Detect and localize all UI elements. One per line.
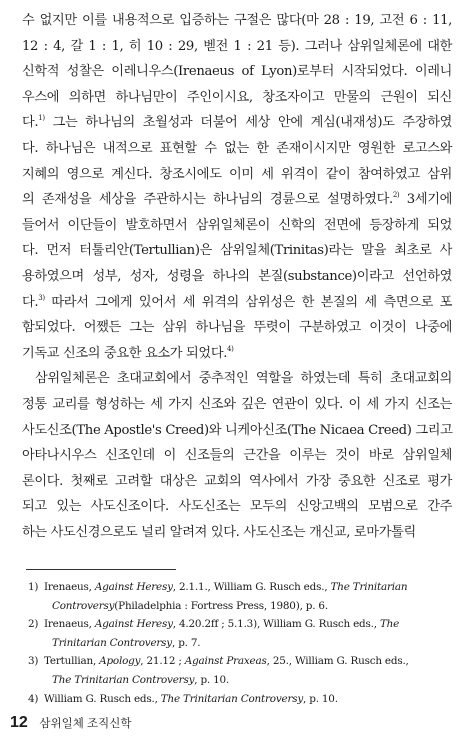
- footnote-title: Apology: [99, 655, 141, 668]
- body-line-text: 함되었다. 어쨌든 그는 삼위 하나님을 뚜렷이 구분하였고 이것이 나중에: [22, 320, 452, 336]
- footnotes: [28, 578, 450, 708]
- footnote-continuation-text: [28, 637, 200, 649]
- body-line: [22, 264, 452, 290]
- body-line-text: 수 없지만 이를 내용적으로 입증하는 구절은 많다(마 28 : 19, 고전 6 : 11,: [22, 13, 452, 28]
- body-line: [22, 290, 452, 316]
- body-line-tail: 따라서 그에게 있어서 세 위격의 삼위성은 한 본질의 세 측면으로 포: [44, 294, 453, 310]
- footnote-rule: [26, 569, 176, 570]
- page-folio: [10, 714, 132, 732]
- footnote-title: Against Heresy: [94, 581, 173, 593]
- body-line: [22, 213, 452, 239]
- body-line-text: 우스에 의하면 하나님만이 주인이시요, 창조자이고 만물의 근원이 되신: [22, 89, 452, 105]
- footnote-number: 3): [28, 655, 39, 668]
- body-line: [22, 59, 452, 85]
- footnote-text: Irenaeus,: [44, 618, 95, 631]
- footnote-title: The Trinitarian: [330, 581, 408, 593]
- body-line: [22, 315, 452, 341]
- body-line: [22, 366, 452, 392]
- body-line-text: 다. 하나님은 내적으로 표현할 수 없는 한 존재이시지만 영원한 로고스와: [22, 140, 452, 156]
- body-line-text: 12 : 4, 갈 1 : 1, 히 10 : 29, 벧전 1 : 21 등). 그러나 삼위일체론에 대한: [22, 38, 452, 54]
- footnote: [28, 578, 450, 597]
- footnote-continuation-text: [28, 600, 328, 612]
- body-line: [22, 469, 452, 495]
- footnote-text: (Philadelphia : Fortress Press, 1980), p. 6.: [114, 599, 328, 612]
- body-line: [22, 341, 452, 367]
- body-line: [22, 443, 452, 469]
- body-line: [22, 494, 452, 520]
- body-line-text: 하는 사도신경으로도 널리 알려져 있다. 사도신조는 개신교, 로마가톨릭: [22, 524, 416, 540]
- body-line-tail: 그는 하나님의 초월성과 더불어 세상 안에 계심(내재성)도 주장하였: [44, 115, 452, 131]
- body-line: [22, 162, 452, 188]
- body-line-text: 정통 교리를 형성하는 세 가지 신조와 깊은 연관이 있다. 이 세 가지 신조는: [22, 396, 452, 412]
- body-line-text: 되고 있는 사도신조이다. 사도신조는 모두의 신앙고백의 모범으로 간주: [22, 499, 452, 515]
- footnote-title: Controversy: [52, 599, 115, 612]
- body-line-text: 다. 먼저 터툴리안(Tertullian)은 삼위일체(Trinitas)라는 말을 최초로 사: [22, 243, 452, 259]
- body-line-text: 삼위일체론은 초대교회에서 중추적인 역할을 하였는데 특히 초대교회의: [35, 371, 452, 387]
- footnote-title: The: [379, 618, 400, 631]
- body-line: [22, 136, 452, 162]
- footnote-number: 1): [28, 581, 39, 593]
- footnote: [28, 615, 450, 634]
- body-line-text: 아타나시우스 신조인데 이 신조들의 근간을 이루는 것이 바로 삼위일체: [22, 448, 452, 464]
- body-line: [22, 8, 452, 34]
- body-line-text: 의 존재성을 세상을 주관하시는 하나님의 경륜으로 설명하였다.: [22, 192, 393, 208]
- footnote-title: Against Heresy: [94, 618, 173, 631]
- body-line: [22, 187, 452, 213]
- footnote-text: Tertullian,: [44, 655, 100, 668]
- running-title: 삼위일체 조직신학: [39, 718, 132, 730]
- footnote-number: 2): [28, 618, 39, 631]
- footnote-text: , 25., William G. Rusch eds.,: [266, 655, 409, 668]
- footnote-continuation: [28, 671, 450, 690]
- footnote-marker[interactable]: 1): [38, 114, 45, 123]
- footnote-title: The Trinitarian Controversy: [52, 673, 195, 686]
- footnote: [28, 652, 450, 671]
- body-line-text: 들어서 이단들이 발호하면서 삼위일체론이 신학의 전면에 등장하게 되었: [22, 217, 452, 233]
- footnote-text: , 2.1.1., William G. Rusch eds.,: [172, 581, 331, 593]
- body-line-text: 용하였으며 성부, 성자, 성령을 하나의 본질(substance)이라고 선언하였: [22, 268, 452, 284]
- body-line: [22, 110, 452, 136]
- body-line: [22, 392, 452, 418]
- footnote-text: Irenaeus,: [44, 581, 95, 593]
- footnote-title: Against Praxeas: [184, 655, 267, 668]
- body-line: [22, 34, 452, 60]
- body-line-text: 론이다. 첫째로 고려할 대상은 교회의 역사에서 가장 중요한 신조로 평가: [22, 473, 452, 489]
- footnote-title: Trinitarian Controversy: [52, 636, 172, 649]
- body-line-tail: 3세기에: [399, 192, 452, 208]
- footnote: [28, 690, 450, 709]
- footnote-title: The Trinitarian Controversy: [160, 692, 304, 705]
- footnote-continuation-text: [28, 674, 229, 686]
- body-text: [22, 8, 452, 545]
- page-number: 12: [10, 714, 28, 731]
- body-line-text: 다.: [22, 294, 39, 310]
- body-line-text: 기독교 신조의 중요한 요소가 되었다.: [22, 345, 228, 361]
- footnote-text: , 21.12 ;: [140, 655, 185, 668]
- footnote-number: 4): [28, 692, 39, 705]
- footnote-text: , p. 10.: [303, 692, 338, 705]
- footnote-text: , p. 7.: [171, 636, 201, 649]
- body-line: [22, 520, 452, 546]
- footnote-text: William G. Rusch eds.,: [44, 692, 161, 705]
- footnote-marker[interactable]: 2): [392, 191, 400, 200]
- footnote-continuation: [28, 597, 450, 616]
- body-line: [22, 238, 452, 264]
- body-line: [22, 85, 452, 111]
- footnote-marker[interactable]: 3): [38, 293, 45, 302]
- footnote-continuation: [28, 634, 450, 653]
- body-line-text: 신학적 성찰은 이레니우스(Irenaeus of Lyon)로부터 시작되었다. 이레니: [22, 64, 452, 80]
- body-line: [22, 418, 452, 444]
- footnote-marker[interactable]: 4): [227, 344, 234, 353]
- body-line-text: 지혜의 영으로 계신다. 창조시에도 이미 세 위격이 같이 참여하였고 삼위: [22, 166, 452, 182]
- footnote-text: , 4.20.2ff ; 5.1.3), William G. Rusch eds.,: [172, 618, 380, 631]
- body-line-text: 사도신조(The Apostle's Creed)와 니케아신조(The Nicaea Creed) 그리고: [22, 422, 453, 438]
- body-line-text: 다.: [22, 115, 39, 131]
- footnote-text: , p. 10.: [194, 673, 230, 686]
